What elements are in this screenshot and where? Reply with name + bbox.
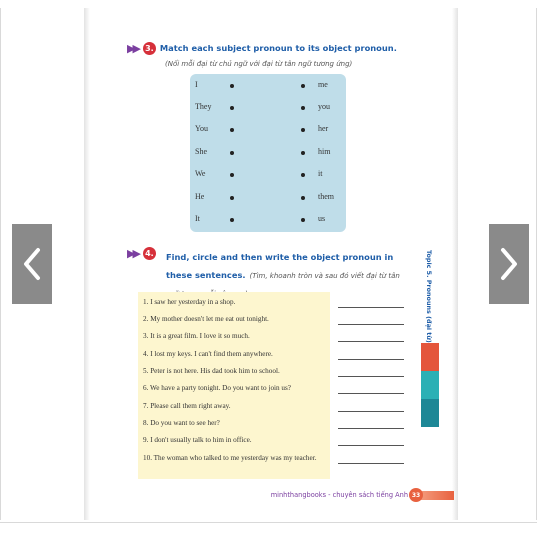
match-dot-left[interactable] [230, 173, 234, 177]
sentence-text: 4. I lost my keys. I can't find them anywhere. [143, 350, 273, 358]
match-row [190, 144, 346, 164]
chapter-tab-orange [421, 343, 439, 371]
match-row [190, 166, 346, 186]
exercise-4-subtitle: (Tìm, khoanh tròn và sau đó viết đại từ tân [249, 272, 400, 280]
double-arrow-icon: ▶▶ [127, 247, 138, 260]
chapter-tab-teal [421, 371, 439, 399]
answer-blank[interactable] [338, 324, 404, 325]
page-shadow-right [452, 8, 458, 520]
object-pronoun: them [318, 192, 334, 201]
sentence-text: 2. My mother doesn't let me eat out tonight. [143, 315, 269, 323]
exercise-3-subtitle: (Nối mỗi đại từ chủ ngữ với đại từ tân ngữ tương ứng) [165, 60, 353, 68]
match-dot-right[interactable] [301, 151, 305, 155]
subject-pronoun: They [195, 102, 212, 111]
object-pronoun: it [318, 169, 323, 178]
answer-blank[interactable] [338, 463, 404, 464]
subject-pronoun: I [195, 80, 198, 89]
match-dot-right[interactable] [301, 173, 305, 177]
exercise-3-header [127, 42, 397, 56]
match-dot-right[interactable] [301, 128, 305, 132]
subject-pronoun: He [195, 192, 205, 201]
page-number: 33 [409, 488, 423, 502]
answer-blank[interactable] [338, 428, 404, 429]
chevron-left-icon [21, 246, 43, 282]
object-pronoun: us [318, 214, 326, 223]
match-dot-right[interactable] [301, 106, 305, 110]
match-row [190, 189, 346, 209]
answer-blank[interactable] [338, 307, 404, 308]
match-dot-left[interactable] [230, 196, 234, 200]
object-pronoun: you [318, 102, 330, 111]
subject-pronoun: We [195, 169, 206, 178]
sentence-text: 5. Peter is not here. His dad took him to school. [143, 367, 280, 375]
sentence-text: 10. The woman who talked to me yesterday was my teacher. [143, 454, 317, 462]
match-dot-left[interactable] [230, 128, 234, 132]
sentence-text: 9. I don't usually talk to him in office. [143, 436, 252, 444]
viewer-left-edge [0, 8, 1, 520]
answer-blank[interactable] [338, 393, 404, 394]
sentence-text: 3. It is a great film. I love it so much. [143, 332, 250, 340]
object-pronoun: him [318, 147, 331, 156]
match-row [190, 77, 346, 97]
subject-pronoun: You [195, 124, 208, 133]
sentence-box [138, 292, 330, 479]
matching-box [190, 74, 346, 232]
exercise-4-number-badge: 4. [143, 247, 156, 260]
answer-blank[interactable] [338, 445, 404, 446]
answer-blank[interactable] [338, 359, 404, 360]
exercise-3-number-badge: 3. [143, 42, 156, 55]
match-dot-left[interactable] [230, 84, 234, 88]
chapter-tab-dark-teal [421, 399, 439, 427]
match-dot-right[interactable] [301, 218, 305, 222]
exercise-4-header [127, 247, 160, 261]
match-row [190, 211, 346, 231]
chevron-right-icon [498, 246, 520, 282]
exercise-3-title: Match each subject pronoun to its object pronoun. [159, 43, 397, 53]
sentence-text: 6. We have a party tonight. Do you want to join us? [143, 384, 292, 392]
exercise-4-title: Find, circle and then write the object pronoun in these sentences. [166, 252, 394, 280]
topic-side-label: Topic 5. Pronouns (đại từ) [425, 250, 433, 343]
match-dot-right[interactable] [301, 84, 305, 88]
match-dot-left[interactable] [230, 151, 234, 155]
next-page-button[interactable] [489, 224, 529, 304]
match-row [190, 99, 346, 119]
double-arrow-icon: ▶▶ [127, 42, 138, 55]
previous-page-button[interactable] [12, 224, 52, 304]
footer-publisher: minhthangbooks - chuyên sách tiếng Anh [270, 491, 408, 499]
object-pronoun: me [318, 80, 328, 89]
sentence-text: 8. Do you want to see her? [143, 419, 220, 427]
match-dot-right[interactable] [301, 196, 305, 200]
subject-pronoun: She [195, 147, 207, 156]
sentence-text: 7. Please call them right away. [143, 402, 231, 410]
match-row [190, 121, 346, 141]
match-dot-left[interactable] [230, 218, 234, 222]
viewer-bottom-edge [0, 522, 537, 523]
subject-pronoun: It [195, 214, 200, 223]
answer-blank[interactable] [338, 411, 404, 412]
answer-blank[interactable] [338, 376, 404, 377]
answer-blank[interactable] [338, 341, 404, 342]
sentence-text: 1. I saw her yesterday in a shop. [143, 298, 236, 306]
match-dot-left[interactable] [230, 106, 234, 110]
object-pronoun: her [318, 124, 329, 133]
